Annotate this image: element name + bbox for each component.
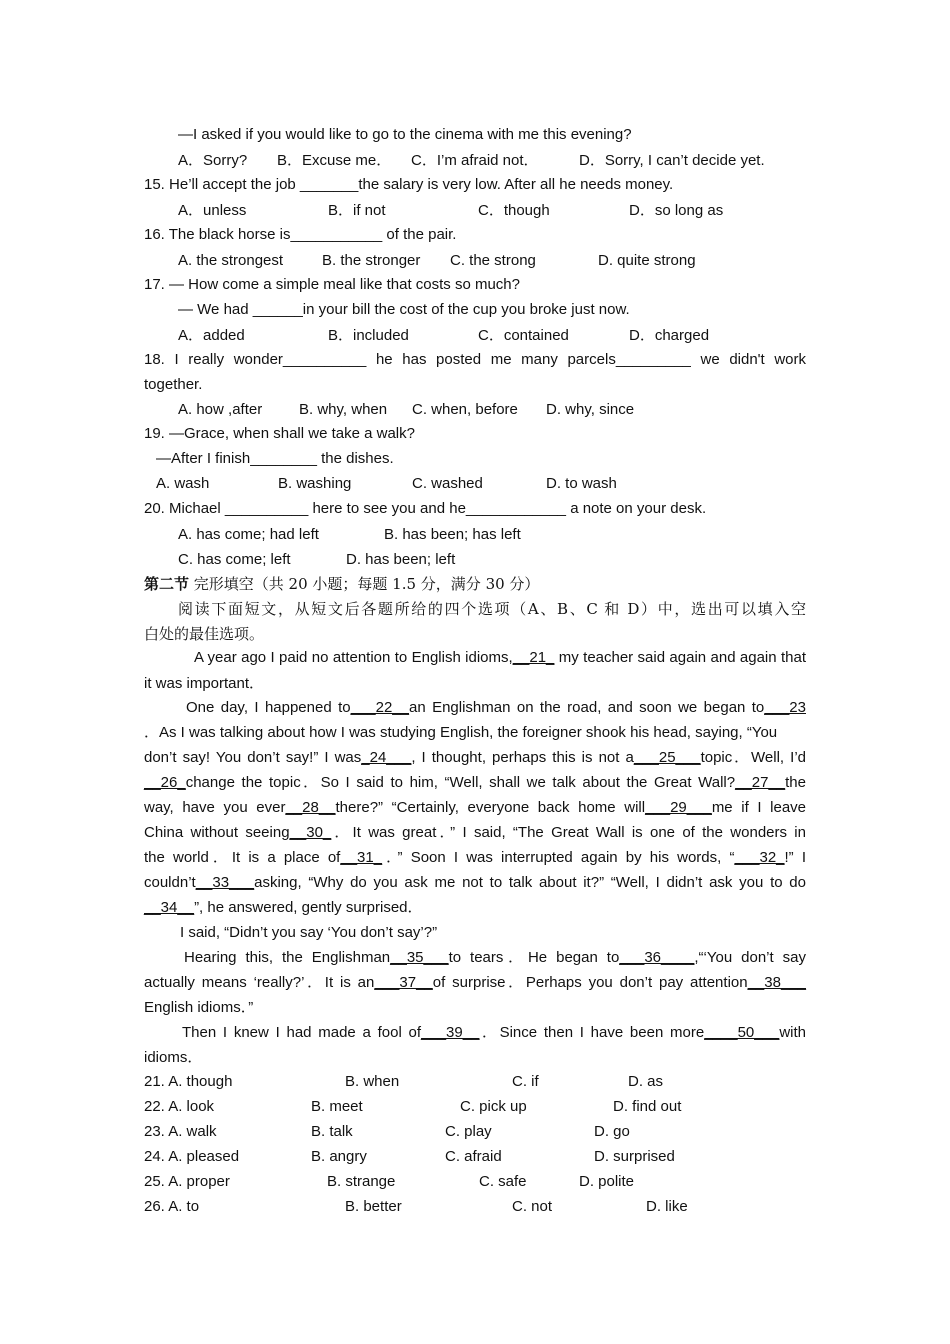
passage-text: , I thought, perhaps this is not a <box>411 749 634 766</box>
blank-21: __21_ <box>512 649 555 666</box>
passage-text: One day, I happened to <box>186 699 351 716</box>
option-b: B. when <box>345 1073 400 1090</box>
q17-stem: 17. — How come a simple meal like that costs so much? <box>144 276 520 293</box>
passage-text: Then I knew I had made a fool of <box>182 1024 422 1041</box>
q20-option-b: B. has been; has left <box>384 526 521 543</box>
q17-option-a: A．added <box>178 327 245 344</box>
option-a: 23. A. walk <box>144 1123 217 1140</box>
passage-line: I said, “Didn’t you say ‘You don’t say’?” <box>180 924 438 941</box>
section-instruction-line1: 阅读下面短文，从短文后各题所给的四个选项（A、B、C 和 D）中，选出可以填入空 <box>178 600 806 618</box>
passage-text: couldn’t <box>144 874 196 891</box>
q18-option-d: D. why, since <box>546 401 635 418</box>
option-d: D. as <box>628 1073 664 1090</box>
q15-option-b: B．if not <box>328 202 386 219</box>
option-d: D. like <box>646 1198 688 1215</box>
section-heading-label: 第二节 <box>144 575 190 593</box>
passage-text: the world．It is a place of <box>144 849 341 866</box>
passage-text: ．It was great．” I said, “The Great Wall is one of the wonders in <box>331 824 806 841</box>
option-d: D. polite <box>579 1173 635 1190</box>
q17-reply: — We had ______in your bill the cost of the cup you broke just now. <box>178 301 630 318</box>
option-b: B. better <box>345 1198 402 1215</box>
q18-option-a: A. how ,after <box>178 401 263 418</box>
passage-text: topic．Well, I’d <box>700 749 806 766</box>
passage-line: ．As I was talking about how I was studying English, the foreigner shook his head, saying, “You <box>144 724 778 741</box>
option-c: C. not <box>512 1198 553 1215</box>
q15-option-a: A．unless <box>178 202 247 219</box>
blank-36: ___36____ <box>619 949 695 966</box>
option-c: C. afraid <box>445 1148 502 1165</box>
option-c: C. play <box>445 1123 492 1140</box>
passage-line: English idioms．” <box>144 999 254 1016</box>
q16-stem: 16. The black horse is___________ of the pair. <box>144 226 457 243</box>
q16-option-d: D. quite strong <box>598 252 696 269</box>
option-a: 21. A. though <box>144 1073 233 1090</box>
option-d: D. go <box>594 1123 630 1140</box>
q18-option-c: C. when, before <box>412 401 518 418</box>
passage-text: of surprise．Perhaps you don’t pay attention <box>432 974 748 991</box>
passage-line <box>184 948 806 968</box>
blank-39: ___39__ <box>421 1024 480 1041</box>
passage-line <box>194 648 806 668</box>
option-a: 26. A. to <box>144 1198 200 1215</box>
blank-30: __30_ <box>289 824 332 841</box>
passage-line <box>144 748 806 768</box>
passage-line <box>144 798 806 818</box>
passage-text: me if I leave <box>711 799 807 816</box>
passage-text: ”, he answered, gently surprised． <box>194 899 423 916</box>
blank-28: __28__ <box>285 799 336 816</box>
blank-50: ____50___ <box>704 1024 780 1041</box>
option-c: C. pick up <box>460 1098 527 1115</box>
q18-stem-line2: together. <box>144 376 203 393</box>
q17-option-d: D．charged <box>629 327 710 344</box>
option-a: 25. A. proper <box>144 1173 230 1190</box>
blank-38: __38___ <box>747 974 806 991</box>
q19-option-d: D. to wash <box>546 475 617 492</box>
passage-line <box>144 973 806 993</box>
q18-option-b: B. why, when <box>299 401 388 418</box>
q14-reply: —I asked if you would like to go to the cinema with me this evening? <box>178 126 632 143</box>
option-b: B. strange <box>327 1173 396 1190</box>
blank-26: __26_ <box>144 774 186 791</box>
passage-line <box>186 698 806 718</box>
passage-text: to tears．He began to <box>448 949 620 966</box>
blank-35: __35___ <box>390 949 449 966</box>
q17-option-c: C．contained <box>478 327 569 344</box>
option-c: C. if <box>512 1073 539 1090</box>
section-heading-text: 完形填空（共 20 小题；每题 1.5 分，满分 30 分） <box>189 575 540 593</box>
q16-option-c: C. the strong <box>450 252 536 269</box>
option-b: B. angry <box>311 1148 367 1165</box>
passage-text: the <box>785 774 806 791</box>
passage-line: it was important． <box>144 675 265 692</box>
q20-option-c: C. has come; left <box>178 551 291 568</box>
passage-text: way, have you ever <box>144 799 286 816</box>
q18-stem-line1: 18. I really wonder__________ he has posted me many parcels_________ we didn't work <box>144 351 806 368</box>
passage-text: with <box>779 1024 806 1041</box>
blank-31: __31_ <box>340 849 383 866</box>
passage-text: ,“‘You don’t say <box>694 949 806 966</box>
passage-text: Hearing this, the Englishman <box>184 949 391 966</box>
q20-stem: 20. Michael __________ here to see you and he____________ a note on your desk. <box>144 500 707 517</box>
passage-text: !” I <box>784 849 807 866</box>
q15-option-c: C．though <box>478 202 550 219</box>
option-b: B. meet <box>311 1098 363 1115</box>
passage-line: idioms． <box>144 1049 203 1066</box>
q15-stem: 15. He’ll accept the job _______the salary is very low. After all he needs money. <box>144 176 674 193</box>
q14-option-c: C．I’m afraid not． <box>411 152 539 169</box>
passage-text: an Englishman on the road, and soon we began to <box>409 699 765 716</box>
q19-option-c: C. washed <box>412 475 483 492</box>
passage-line <box>144 873 806 893</box>
passage-text: there?” “Certainly, everyone back home will <box>335 799 646 816</box>
option-d: D. find out <box>613 1098 682 1115</box>
q19-stem: 19. —Grace, when shall we take a walk? <box>144 425 415 442</box>
blank-33: __33___ <box>195 874 255 891</box>
passage-line <box>144 898 806 918</box>
q14-option-d: D．Sorry, I can’t decide yet. <box>579 152 765 169</box>
q19-reply: —After I finish________ the dishes. <box>156 450 394 467</box>
option-a: 22. A. look <box>144 1098 215 1115</box>
q19-option-a: A. wash <box>156 475 210 492</box>
passage-text: China without seeing <box>144 824 290 841</box>
option-b: B. talk <box>311 1123 353 1140</box>
passage-text: change the topic．So I said to him, “Well, shall we talk about the Great Wall? <box>185 774 736 791</box>
q15-option-d: D．so long as <box>629 202 724 219</box>
blank-29: ___29___ <box>645 799 712 816</box>
section-instruction-line2: 白处的最佳选项。 <box>144 625 265 643</box>
passage-text: don’t say! You don’t say!” I was <box>144 749 362 766</box>
blank-23: ___23 <box>764 699 806 716</box>
q20-option-d: D. has been; left <box>346 551 456 568</box>
option-c: C. safe <box>479 1173 527 1190</box>
passage-text: actually means ‘really?’．It is an <box>144 974 375 991</box>
passage-line <box>144 848 806 868</box>
q20-option-a: A. has come; had left <box>178 526 319 543</box>
option-d: D. surprised <box>594 1148 675 1165</box>
section-heading <box>144 574 806 594</box>
passage-line <box>144 773 806 793</box>
q14-option-b: B．Excuse me． <box>277 152 392 169</box>
passage-line <box>144 823 806 843</box>
blank-24: _24___ <box>361 749 412 766</box>
passage-line <box>182 1023 806 1043</box>
blank-25: ___25___ <box>633 749 701 766</box>
q19-option-b: B. washing <box>278 475 352 492</box>
blank-27: __27__ <box>735 774 786 791</box>
blank-37: ___37__ <box>374 974 433 991</box>
passage-text: ．” Soon I was interrupted again by his words, “ <box>382 849 735 866</box>
passage-text: ．Since then I have been more <box>479 1024 705 1041</box>
q14-option-a: A．Sorry? <box>178 152 248 169</box>
passage-text: A year ago I paid no attention to English idioms, <box>194 649 513 666</box>
q16-option-a: A. the strongest <box>178 252 284 269</box>
blank-34: __34__ <box>144 899 195 916</box>
blank-22: ___22__ <box>350 699 409 716</box>
option-a: 24. A. pleased <box>144 1148 240 1165</box>
q16-option-b: B. the stronger <box>322 252 421 269</box>
q17-option-b: B．included <box>328 327 409 344</box>
blank-32: ___32_ <box>734 849 785 866</box>
passage-text: my teacher said again and again that <box>558 649 806 666</box>
passage-text: asking, “Why do you ask me not to talk about it?” “Well, I didn’t ask you to do <box>254 874 806 891</box>
